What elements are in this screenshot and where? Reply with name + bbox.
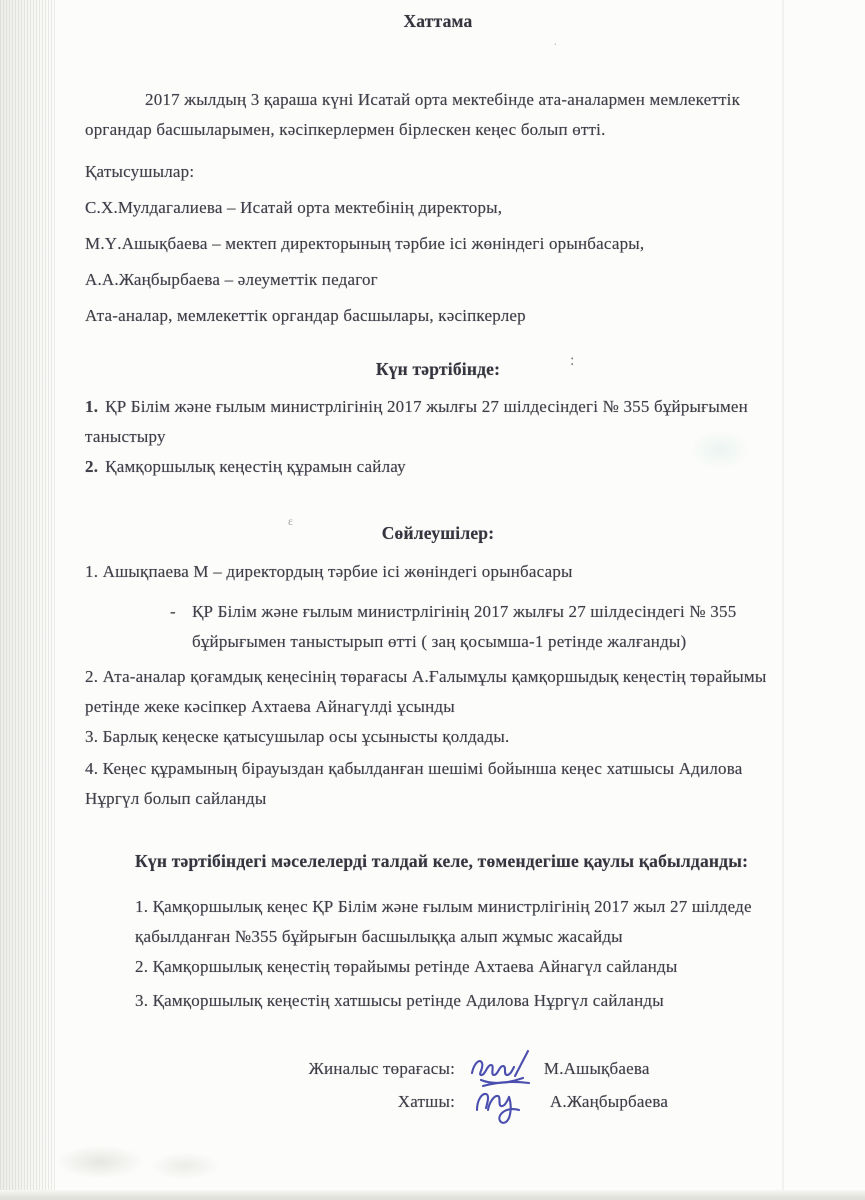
- speaker-item: 1. Ашықпаева М – директордың тәрбие ісі жөніндегі орынбасары: [85, 562, 573, 581]
- scan-artifact: :: [570, 352, 575, 369]
- agenda-item: [85, 392, 791, 452]
- scan-blotch: [55, 1145, 145, 1179]
- agenda-item-number: 2.: [85, 457, 99, 476]
- participant-line: М.Ү.Ашықбаева – мектеп директорының тәрбие ісі жөніндегі орынбасары,: [85, 234, 645, 253]
- agenda-item: [85, 452, 791, 482]
- chairman-signature-row: [300, 1054, 791, 1084]
- speaker-item: 2. Ата-аналар қоғамдық кеңесінің төрағасы А.Ғалымұлы қамқоршыдық кеңестің төрайымы ретінде жеке кәсіпкер Ахтаева Айнагүлді ұсынды: [85, 667, 767, 716]
- secretary-name: А.Жаңбырбаева: [549, 1092, 669, 1111]
- scan-artifact: ·: [553, 38, 558, 53]
- participant-line: А.А.Жаңбырбаева – әлеуметтік педагог: [85, 270, 378, 289]
- document-content: [85, 10, 791, 1121]
- bullet-dash: -: [170, 602, 176, 621]
- speaker-item: 3. Барлық кеңеске қатысушылар осы ұсынысты қолдады.: [85, 727, 510, 746]
- chairman-signature-label: Жиналыс төрағасы:: [308, 1059, 455, 1078]
- intro-paragraph: 2017 жылдың 3 қараша күні Исатай орта мектебінде ата-аналармен мемлекеттік органдар басшыларымен, кәсіпкерлермен бірлескен кеңес болып өтті.: [85, 90, 741, 139]
- agenda-item-number: 1.: [85, 397, 99, 416]
- resolution-item: 3. Қамқоршылық кеңестің хатшысы ретінде Адилова Нұргүл сайланды: [135, 991, 664, 1010]
- participant-line: С.Х.Мулдагалиева – Исатай орта мектебінің директоры,: [85, 198, 503, 217]
- signature-block: [300, 1054, 791, 1118]
- secretary-signature-row: [300, 1087, 791, 1118]
- scanner-bottom-edge-artifact: [0, 1190, 865, 1200]
- document-title: Хаттама: [403, 11, 473, 31]
- resolution-item: 2. Қамқоршылық кеңестің төрайымы ретінде Ахтаева Айнагүл сайланды: [135, 957, 678, 976]
- agenda-heading: Күн тәртібінде:: [375, 359, 501, 379]
- scan-blotch: [150, 1152, 220, 1180]
- secretary-signature-ink: [467, 1074, 539, 1126]
- speaker-sub-bullet: [170, 597, 791, 657]
- resolution-item: 1. Қамқоршылық кеңес ҚР Білім және ғылым министрлігінің 2017 жыл 27 шілдеде қабылданған №355 бұйрығын басшылыққа алып жұмыс жасайды: [135, 897, 752, 946]
- scan-artifact: ε: [288, 514, 294, 528]
- resolution-section: [135, 850, 776, 1016]
- resolution-heading: Күн тәртібіндегі мәселелерді талдай келе, төмендегіше қаулы қабылданды:: [135, 851, 749, 871]
- speakers-heading: Сөйлеушілер:: [381, 523, 495, 543]
- scanner-left-edge-artifact: [0, 0, 56, 1200]
- secretary-signature-label: Хатшы:: [397, 1092, 455, 1111]
- agenda-item-text: ҚР Білім және ғылым министрлігінің 2017 жылғы 27 шілдесіндегі № 355 бұйрығымен таныстыру: [85, 397, 748, 446]
- participant-line: Ата-аналар, мемлекеттік органдар басшылары, кәсіпкерлер: [85, 306, 526, 325]
- participants-heading: Қатысушылар:: [85, 162, 195, 181]
- agenda-item-text: Қамқоршылық кеңестің құрамын сайлау: [105, 457, 406, 476]
- speaker-sub-text: ҚР Білім және ғылым министрлігінің 2017 жылғы 27 шілдесіндегі № 355 бұйрығымен таныстырып өтті ( заң қосымша-1 ретінде жалғанды): [192, 602, 737, 651]
- chairman-name: М.Ашықбаева: [543, 1059, 650, 1078]
- speaker-item: 4. Кеңес құрамының бірауыздан қабылданған шешімі бойынша кеңес хатшысы Адилова Нұргүл болып сайланды: [85, 759, 743, 808]
